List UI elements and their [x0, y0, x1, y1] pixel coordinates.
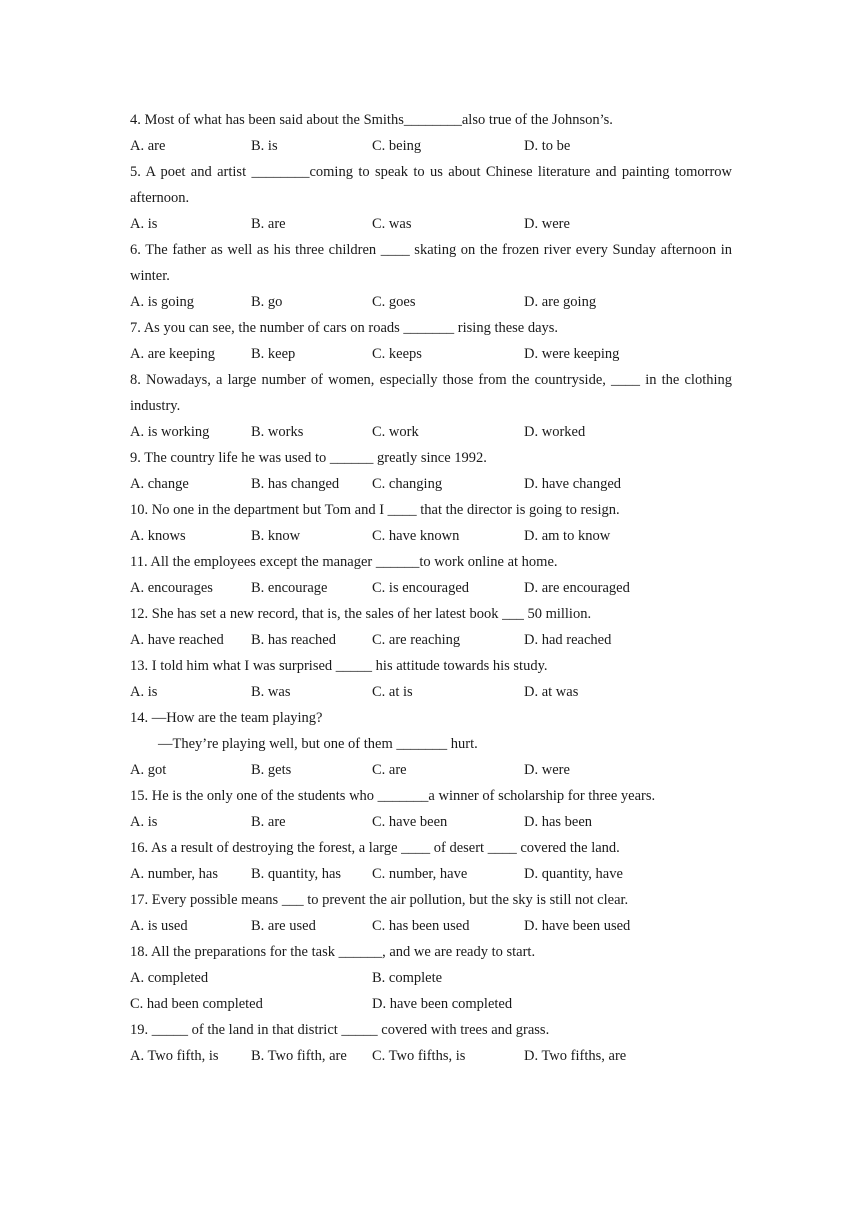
option-a: A. is used — [130, 918, 188, 934]
option-a: A. is going — [130, 294, 195, 310]
option-b: B. was — [251, 684, 291, 700]
option-c: C. work — [372, 424, 419, 440]
option-d: D. were — [524, 216, 570, 232]
option-a: A. is — [130, 814, 158, 830]
question-10: 10. No one in the department but Tom and I ____ that the director is going to resign. — [130, 502, 620, 518]
options-18-row-2 — [130, 991, 732, 1017]
option-c: C. are reaching — [372, 632, 461, 648]
option-d: D. worked — [524, 424, 586, 440]
option-d: D. have been completed — [372, 996, 513, 1012]
option-d: D. has been — [524, 814, 593, 830]
option-b: B. gets — [251, 762, 292, 778]
option-a: A. encourages — [130, 580, 213, 596]
option-d: D. Two fifths, are — [524, 1048, 627, 1064]
worksheet — [130, 107, 732, 1069]
option-b: B. works — [251, 424, 304, 440]
options-9 — [130, 471, 732, 497]
question-17: 17. Every possible means ___ to prevent the air pollution, but the sky is still not clear. — [130, 892, 629, 908]
option-d: D. have been used — [524, 918, 631, 934]
options-15 — [130, 809, 732, 835]
question-14-reply: —They’re playing well, but one of them _______ hurt. — [158, 736, 478, 752]
option-a: A. number, has — [130, 866, 219, 882]
question-8: 8. Nowadays, a large number of women, especially those from the countryside, ____ in the clothing industry. — [130, 372, 732, 414]
option-d: D. am to know — [524, 528, 611, 544]
option-b: B. quantity, has — [251, 866, 342, 882]
options-16 — [130, 861, 732, 887]
question-6: 6. The father as well as his three children ____ skating on the frozen river every Sunday afternoon in winter. — [130, 242, 732, 284]
option-b: B. keep — [251, 346, 296, 362]
option-c: C. has been used — [372, 918, 470, 934]
option-c: C. have known — [372, 528, 460, 544]
option-b: B. know — [251, 528, 301, 544]
option-b: B. are — [251, 814, 286, 830]
option-a: A. is — [130, 684, 158, 700]
option-d: D. to be — [524, 138, 571, 154]
option-a: A. are keeping — [130, 346, 215, 362]
question-11: 11. All the employees except the manager ______to work online at home. — [130, 554, 558, 570]
option-c: C. number, have — [372, 866, 468, 882]
options-18-row-1 — [130, 965, 732, 991]
option-a: A. completed — [130, 970, 209, 986]
options-6 — [130, 289, 732, 315]
option-d: D. quantity, have — [524, 866, 623, 882]
option-b: B. encourage — [251, 580, 328, 596]
options-8 — [130, 419, 732, 445]
option-c: C. changing — [372, 476, 443, 492]
option-c: C. at is — [372, 684, 413, 700]
options-11 — [130, 575, 732, 601]
option-d: D. were — [524, 762, 570, 778]
options-13 — [130, 679, 732, 705]
option-c: C. Two fifths, is — [372, 1048, 466, 1064]
question-9: 9. The country life he was used to ______ greatly since 1992. — [130, 450, 487, 466]
options-12 — [130, 627, 732, 653]
option-a: A. knows — [130, 528, 186, 544]
option-a: A. got — [130, 762, 167, 778]
question-13: 13. I told him what I was surprised _____ his attitude towards his study. — [130, 658, 548, 674]
option-c: C. is encouraged — [372, 580, 470, 596]
option-a: A. change — [130, 476, 189, 492]
options-7 — [130, 341, 732, 367]
option-b: B. are used — [251, 918, 316, 934]
option-c: C. are — [372, 762, 407, 778]
option-c: C. was — [372, 216, 412, 232]
option-b: B. has changed — [251, 476, 340, 492]
options-17 — [130, 913, 732, 939]
question-19: 19. _____ of the land in that district _____ covered with trees and grass. — [130, 1022, 550, 1038]
option-a: A. Two fifth, is — [130, 1048, 219, 1064]
option-d: D. have changed — [524, 476, 622, 492]
question-4: 4. Most of what has been said about the Smiths________also true of the Johnson’s. — [130, 112, 613, 128]
question-5: 5. A poet and artist ________coming to speak to us about Chinese literature and painting tomorrow afternoon. — [130, 164, 732, 206]
option-b: B. Two fifth, are — [251, 1048, 347, 1064]
option-c: C. had been completed — [130, 996, 263, 1012]
option-b: B. are — [251, 216, 286, 232]
option-c: C. have been — [372, 814, 448, 830]
option-d: D. at was — [524, 684, 579, 700]
question-15: 15. He is the only one of the students who _______a winner of scholarship for three years. — [130, 788, 656, 804]
question-18: 18. All the preparations for the task ______, and we are ready to start. — [130, 944, 536, 960]
question-16: 16. As a result of destroying the forest, a large ____ of desert ____ covered the land. — [130, 840, 620, 856]
option-d: D. are going — [524, 294, 597, 310]
options-10 — [130, 523, 732, 549]
option-d: D. had reached — [524, 632, 612, 648]
options-19 — [130, 1043, 732, 1069]
question-14: 14. —How are the team playing? — [130, 710, 323, 726]
option-d: D. were keeping — [524, 346, 620, 362]
option-a: A. have reached — [130, 632, 224, 648]
option-a: A. is working — [130, 424, 210, 440]
option-c: C. goes — [372, 294, 416, 310]
option-b: B. complete — [372, 970, 443, 986]
question-12: 12. She has set a new record, that is, the sales of her latest book ___ 50 million. — [130, 606, 592, 622]
options-4 — [130, 133, 732, 159]
option-d: D. are encouraged — [524, 580, 630, 596]
option-a: A. are — [130, 138, 166, 154]
option-b: B. has reached — [251, 632, 336, 648]
options-14 — [130, 757, 732, 783]
option-c: C. being — [372, 138, 422, 154]
option-b: B. is — [251, 138, 278, 154]
question-7: 7. As you can see, the number of cars on roads _______ rising these days. — [130, 320, 559, 336]
option-c: C. keeps — [372, 346, 422, 362]
option-b: B. go — [251, 294, 283, 310]
options-5 — [130, 211, 732, 237]
option-a: A. is — [130, 216, 158, 232]
